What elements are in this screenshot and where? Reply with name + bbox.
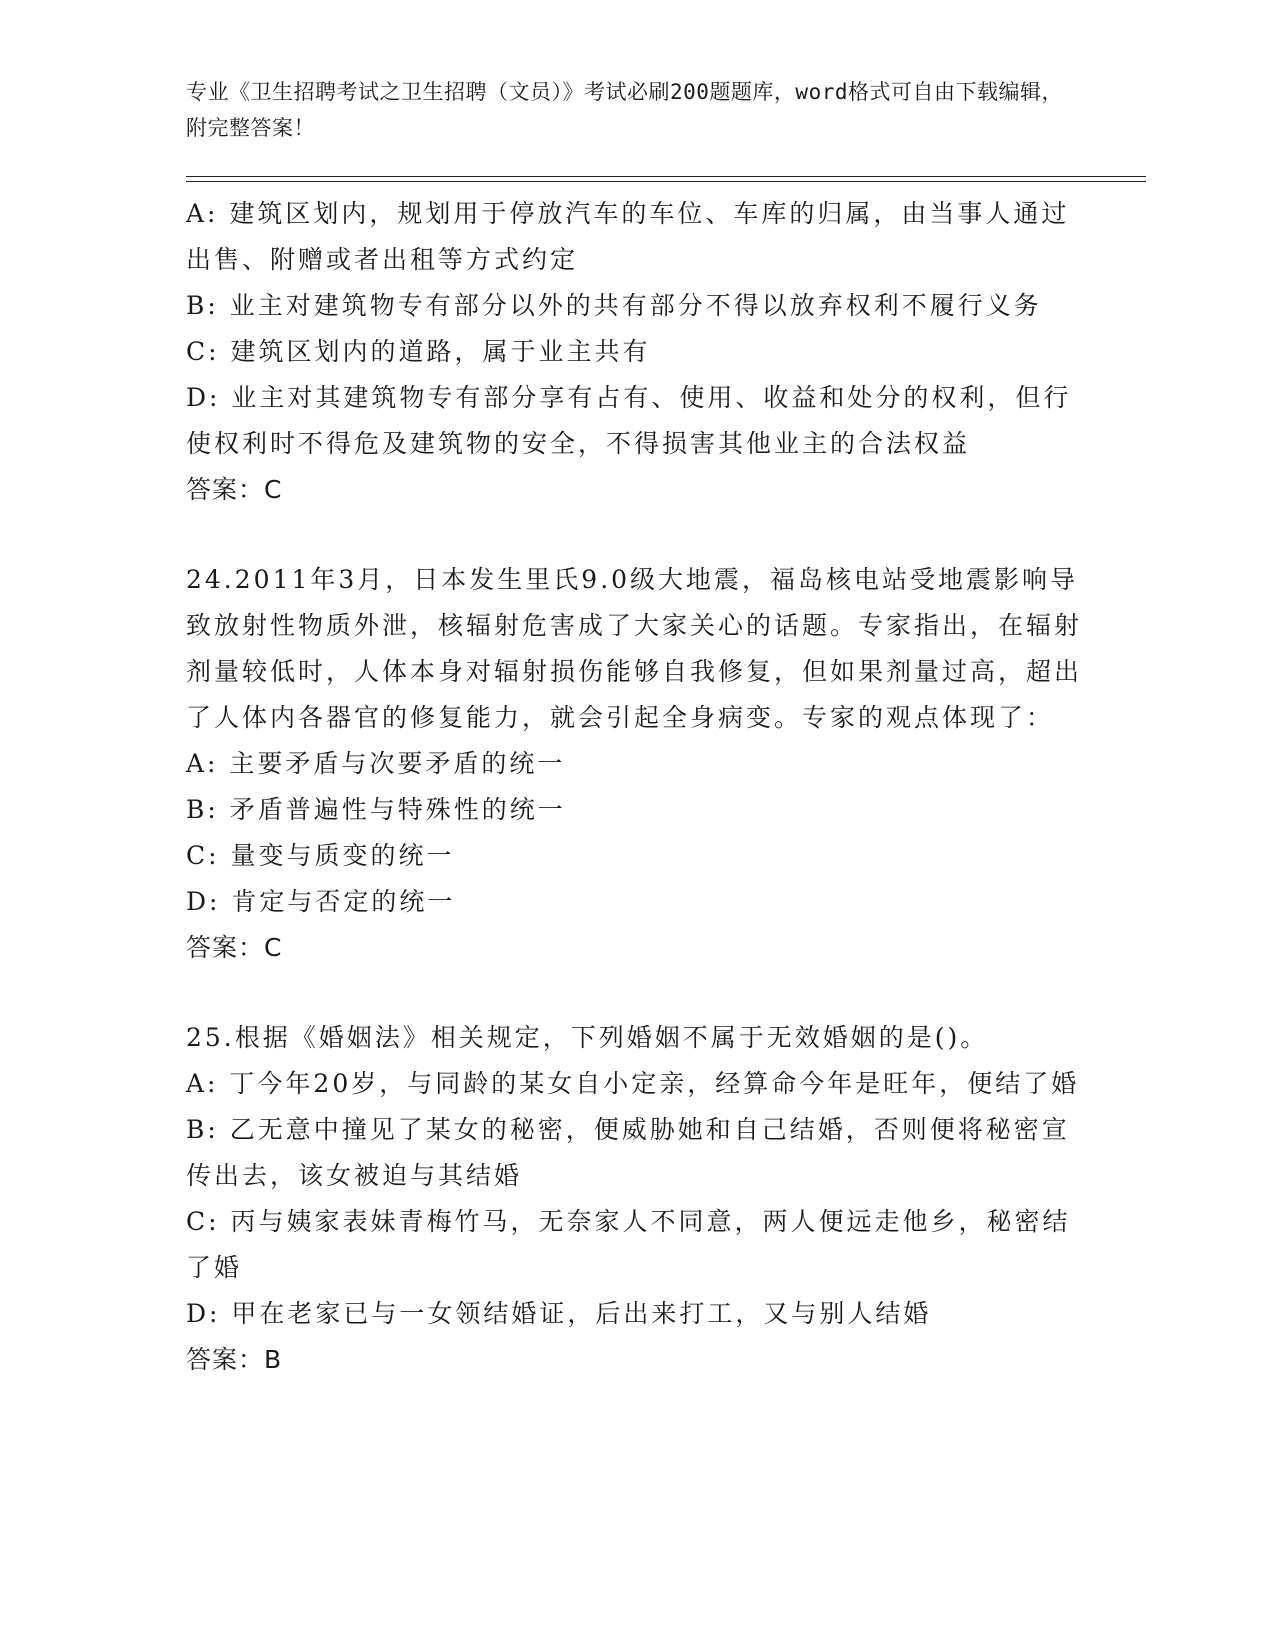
answer: 答案：B: [186, 1345, 283, 1374]
question-text: 24.2011年3月，日本发生里氏9.0级大地震，福岛核电站受地震影响导致放射性物质外泄，核辐射危害成了大家关心的话题。专家指出，在辐射剂量较低时，人体本身对辐射损伤能够自我修复，但如果剂量过高，超出了人体内各器官的修复能力，就会引起全身病变。专家的观点体现了：: [186, 565, 1083, 732]
question-text: 25.根据《婚姻法》相关规定，下列婚姻不属于无效婚姻的是()。: [186, 1023, 989, 1052]
document-body: [186, 191, 1086, 1383]
option-d: D: 甲在老家已与一女领结婚证，后出来打工，又与别人结婚: [186, 1299, 932, 1328]
answer: 答案：C: [186, 475, 283, 504]
option-a: A: 丁今年20岁，与同龄的某女自小定亲，经算命今年是旺年，便结了婚: [186, 1069, 1080, 1098]
option-c: C: 建筑区划内的道路，属于业主共有: [186, 337, 651, 366]
question-23: [186, 191, 1086, 513]
spacer: [186, 971, 1086, 1015]
option-c: C: 丙与姨家表妹青梅竹马，无奈家人不同意，两人便远走他乡，秘密结了婚: [186, 1207, 1071, 1282]
option-d: D: 肯定与否定的统一: [186, 887, 456, 916]
answer: 答案：C: [186, 933, 283, 962]
option-b: B: 矛盾普遍性与特殊性的统一: [186, 795, 566, 824]
question-25: [186, 1015, 1086, 1383]
option-b: B: 乙无意中撞见了某女的秘密，便威胁她和自己结婚，否则便将秘密宣传出去，该女被迫与其结婚: [186, 1115, 1070, 1190]
document-header: 专业《卫生招聘考试之卫生招聘（文员）》考试必刷200题题库，word格式可自由下载编辑，附完整答案！: [186, 80, 1063, 140]
option-a: A: 主要矛盾与次要矛盾的统一: [186, 749, 566, 778]
question-24: [186, 557, 1086, 971]
option-b: B: 业主对建筑物专有部分以外的共有部分不得以放弃权利不履行义务: [186, 291, 1042, 320]
spacer: [186, 513, 1086, 557]
option-a: A: 建筑区划内，规划用于停放汽车的车位、车库的归属，由当事人通过出售、附赠或者出租等方式约定: [186, 199, 1070, 274]
header-rule-top: [186, 176, 1146, 177]
option-c: C: 量变与质变的统一: [186, 841, 455, 870]
header-rule-bottom: [186, 181, 1146, 182]
option-d: D: 业主对其建筑物专有部分享有占有、使用、收益和处分的权利，但行使权利时不得危及建筑物的安全，不得损害其他业主的合法权益: [186, 383, 1072, 458]
